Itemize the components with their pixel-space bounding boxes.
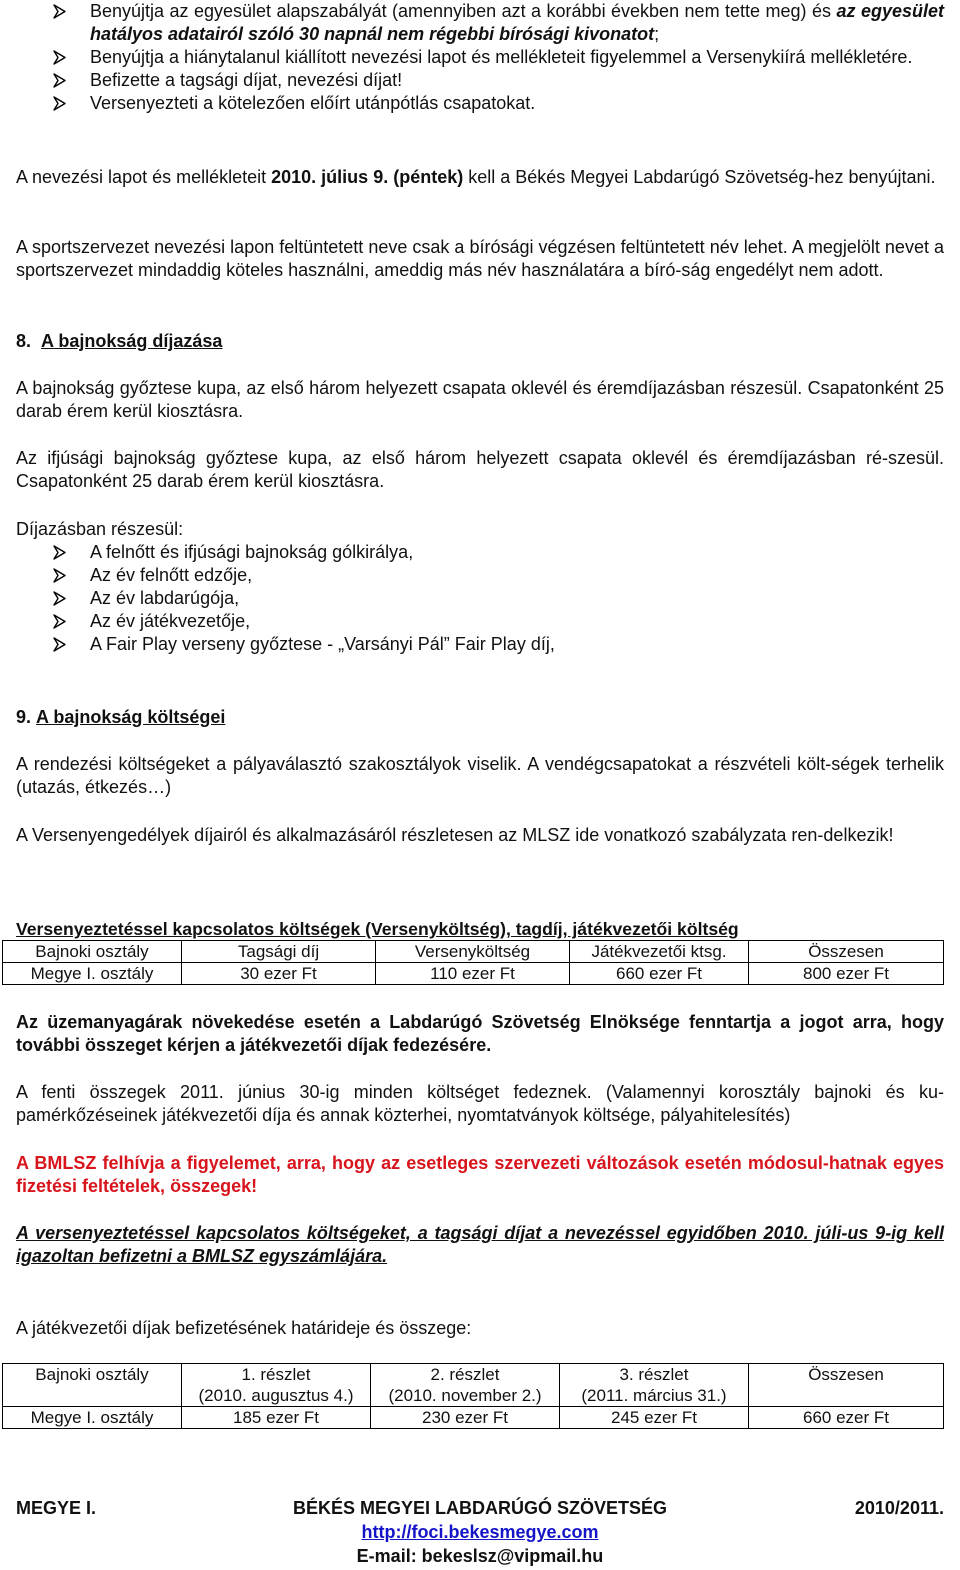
table-cell: 230 ezer Ft bbox=[371, 1407, 560, 1429]
arrow-bullet-icon bbox=[52, 633, 68, 656]
table-header-cell: Versenyköltség bbox=[376, 941, 570, 963]
arrow-bullet-icon bbox=[52, 541, 68, 564]
warning-paragraph: A BMLSZ felhívja a figyelemet, arra, hogy az esetleges szervezeti változások esetén módosul-hatnak egyes fizetési feltételek, összegek! bbox=[16, 1153, 944, 1196]
arrow-bullet-icon bbox=[52, 564, 68, 587]
list-item: Az év játékvezetője, bbox=[16, 610, 944, 633]
list-item: Befizette a tagsági díjat, nevezési díjat! bbox=[16, 69, 944, 92]
section-8-heading: 8. A bajnokság díjazása bbox=[16, 331, 223, 351]
footer-top-row bbox=[16, 1498, 944, 1522]
list-item: Az év labdarúgója, bbox=[16, 587, 944, 610]
table-header-cell: Bajnoki osztály bbox=[3, 1364, 182, 1407]
payment-paragraph: A versenyeztetéssel kapcsolatos költségeket, a tagsági díjat a nevezéssel egyidőben 2010. júli-us 9-ig kell igazoltan befizetni a BMLSZ egyszámlájára. bbox=[16, 1223, 944, 1266]
section-8-paragraph-1: A bajnokság győztese kupa, az első három helyezett csapata oklevél és éremdíjazásban részesül. Csapatonként 25 darab érem kerül kiosztásra. bbox=[16, 378, 944, 421]
list-item: Versenyezteti a kötelezően előírt utánpótlás csapatokat. bbox=[16, 92, 944, 115]
table-cell: 110 ezer Ft bbox=[376, 963, 570, 985]
page-footer bbox=[16, 1498, 944, 1570]
table-header-cell: 1. részlet (2010. augusztus 4.) bbox=[182, 1364, 371, 1407]
emphasis-text: az egyesület hatályos adatairól szóló 30 napnál nem régebbi bírósági kivonatot bbox=[90, 1, 944, 44]
arrow-bullet-icon bbox=[52, 587, 68, 610]
arrow-bullet-icon bbox=[52, 610, 68, 633]
table-cell: 660 ezer Ft bbox=[570, 963, 749, 985]
list-item: A Fair Play verseny győztese - „Varsányi Pál” Fair Play díj, bbox=[16, 633, 944, 656]
table-cell: 800 ezer Ft bbox=[749, 963, 944, 985]
footer-organization: BÉKÉS MEGYEI LABDARÚGÓ SZÖVETSÉG bbox=[292, 1498, 668, 1518]
table-row bbox=[3, 1407, 944, 1429]
section-8-paragraph-2: Az ifjúsági bajnokság győztese kupa, az első három helyezett csapata oklevél és éremdíjazásban ré-szesül. Csapatonként 25 darab érem kerül kiosztásra. bbox=[16, 448, 944, 491]
table-cell: Megye I. osztály bbox=[3, 1407, 182, 1429]
coverage-paragraph: A fenti összegek 2011. június 30-ig minden költséget fedeznek. (Valamennyi korosztály bajnoki és ku-pamérkőzéseinek játékvezetői díja és annak közterhei, nyomtatványok költsége, pályahitelesítés) bbox=[16, 1082, 944, 1125]
website-link[interactable]: http://foci.bekesmegye.com bbox=[361, 1522, 599, 1542]
referee-fee-table bbox=[2, 1363, 944, 1429]
fuel-paragraph: Az üzemanyagárak növekedése esetén a Labdarúgó Szövetség Elnöksége fenntartja a jogot arra, hogy további összeget kérjen a játékvezetői díjak fedezésére. bbox=[16, 1012, 944, 1055]
table-header-cell: Összesen bbox=[749, 941, 944, 963]
cost-table bbox=[2, 940, 944, 985]
section-9-paragraph-2: A Versenyengedélyek díjairól és alkalmazásáról részletesen az MLSZ ide vonatkozó szabályzata ren-delkezik! bbox=[16, 825, 894, 845]
table-header-cell: 2. részlet (2010. november 2.) bbox=[371, 1364, 560, 1407]
table-header-row bbox=[3, 1364, 944, 1407]
table-header-cell: Összesen bbox=[749, 1364, 944, 1407]
table-header-cell: 3. részlet (2011. március 31.) bbox=[560, 1364, 749, 1407]
table-header-row bbox=[3, 941, 944, 963]
footer-email: E-mail: bekeslsz@vipmail.hu bbox=[356, 1546, 604, 1566]
list-item: A felnőtt és ifjúsági bajnokság gólkirálya, bbox=[16, 541, 944, 564]
footer-season: 2010/2011. bbox=[854, 1498, 944, 1518]
list-item: Benyújtja a hiánytalanul kiállított nevezési lapot és mellékleteit figyelemmel a Versenykiírá mellékletére. bbox=[16, 46, 944, 69]
footer-url-row bbox=[16, 1522, 944, 1546]
arrow-bullet-icon bbox=[52, 92, 68, 115]
footer-league: MEGYE I. bbox=[16, 1498, 97, 1518]
awards-intro: Díjazásban részesül: bbox=[16, 519, 184, 539]
arrow-bullet-icon bbox=[52, 69, 68, 92]
table-cell: 185 ezer Ft bbox=[182, 1407, 371, 1429]
requirements-list bbox=[16, 0, 944, 115]
cost-table-heading: Versenyeztetéssel kapcsolatos költségek (Versenyköltség), tagdíj, játékvezetői költség bbox=[16, 919, 739, 939]
table-header-cell: Játékvezetői ktsg. bbox=[570, 941, 749, 963]
awards-list bbox=[16, 541, 944, 656]
table-header-cell: Bajnoki osztály bbox=[3, 941, 182, 963]
list-item: Az év felnőtt edzője, bbox=[16, 564, 944, 587]
name-paragraph: A sportszervezet nevezési lapon feltüntetett neve csak a bírósági végzésen feltüntetett név lehet. A megjelölt nevet a sportszervezet mindaddig köteles használni, ameddig más név használatára a bíró-ság engedélyt nem adott. bbox=[16, 237, 944, 280]
section-9-heading: 9. A bajnokság költségei bbox=[16, 707, 226, 727]
table-cell: 245 ezer Ft bbox=[560, 1407, 749, 1429]
referee-intro: A játékvezetői díjak befizetésének határideje és összege: bbox=[16, 1318, 472, 1338]
section-9-paragraph-1: A rendezési költségeket a pályaválasztó szakosztályok viselik. A vendégcsapatokat a részvételi költ-ségek terhelik (utazás, étkezés…) bbox=[16, 754, 944, 797]
list-item: Benyújtja az egyesület alapszabályát (amennyiben azt a korábbi években nem tette meg) és az egyesület hatályos adatairól szóló 30 napnál nem régebbi bírósági kivonatot; bbox=[16, 0, 944, 46]
table-cell: 30 ezer Ft bbox=[182, 963, 376, 985]
table-cell: 660 ezer Ft bbox=[749, 1407, 944, 1429]
arrow-bullet-icon bbox=[52, 46, 68, 69]
table-header-cell: Tagsági díj bbox=[182, 941, 376, 963]
deadline-paragraph: A nevezési lapot és mellékleteit 2010. július 9. (péntek) kell a Békés Megyei Labdarúgó Szövetség-hez benyújtani. bbox=[16, 167, 936, 187]
table-cell: Megye I. osztály bbox=[3, 963, 182, 985]
table-row bbox=[3, 963, 944, 985]
arrow-bullet-icon bbox=[52, 0, 68, 23]
